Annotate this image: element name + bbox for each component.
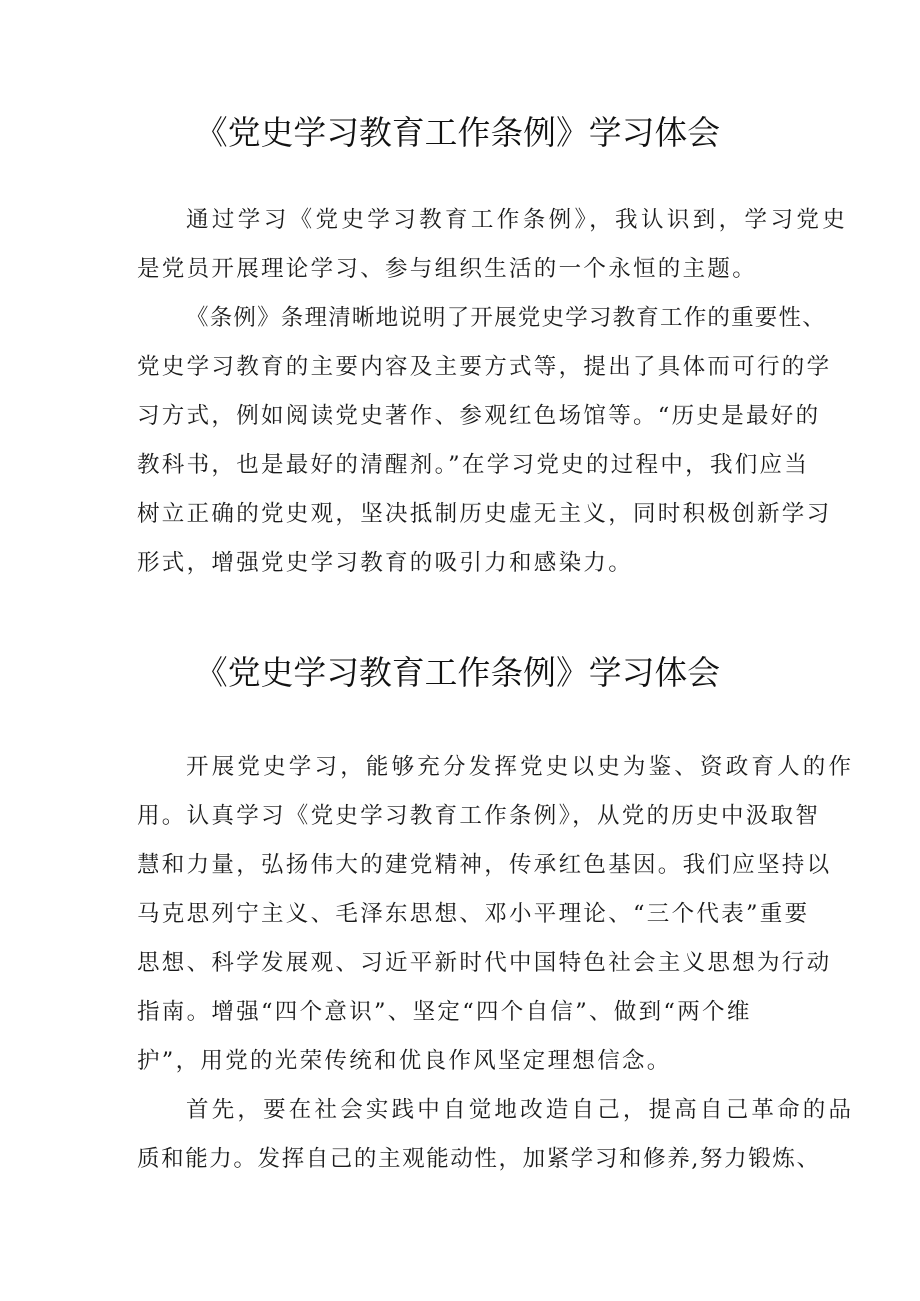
article-1-paragraph-1-line-1: 通过学习《党史学习教育工作条例》，我认识到，学习党史 [186,207,849,233]
article-1-paragraph-2-line-4: 教科书，也是最好的清醒剂。”在学习党史的过程中，我们应当 [137,452,810,478]
article-2-paragraph-2-line-2: 质和能力。发挥自己的主观能动性，加紧学习和修养,努力锻炼、 [137,1146,821,1172]
article-2-paragraph-1-line-5: 思想、科学发展观、习近平新时代中国特色社会主义思想为行动 [137,950,832,976]
article-2-paragraph-1-line-4: 马克思列宁主义、毛泽东思想、邓小平理论、“三个代表”重要 [137,901,810,927]
article-1-paragraph-2-line-6: 形式，增强党史学习教育的吸引力和感染力。 [137,550,634,576]
article-2-title: 《党史学习教育工作条例》学习体会 [194,653,721,692]
article-2-paragraph-1-line-2: 用。认真学习《党史学习教育工作条例》，从党的历史中汲取智 [137,803,821,829]
article-1-title: 《党史学习教育工作条例》学习体会 [194,113,721,152]
article-2-paragraph-2-line-1: 首先，要在社会实践中自觉地改造自己，提高自己革命的品 [186,1097,855,1123]
article-1-paragraph-2-line-1: 《条例》条理清晰地说明了开展党史学习教育工作的重要性、 [186,305,826,331]
article-2-paragraph-1-line-3: 慧和力量，弘扬伟大的建党精神，传承红色基因。我们应坚持以 [137,852,832,878]
article-1-paragraph-2-line-5: 树立正确的党史观，坚决抵制历史虚无主义，同时积极创新学习 [137,501,832,527]
article-2-paragraph-1-line-7: 护”，用党的光荣传统和优良作风坚定理想信念。 [137,1048,672,1074]
article-2-paragraph-1-line-6: 指南。增强“四个意识”、坚定“四个自信”、做到“两个维 [137,999,752,1025]
article-1-paragraph-2-line-3: 习方式，例如阅读党史著作、参观红色场馆等。“历史是最好的 [137,403,821,429]
article-1-paragraph-1-line-2: 是党员开展理论学习、参与组织生活的一个永恒的主题。 [137,256,758,282]
article-1-paragraph-2-line-2: 党史学习教育的主要内容及主要方式等，提出了具体而可行的学 [137,354,832,380]
article-2-paragraph-1-line-1: 开展党史学习，能够充分发挥党史以史为鉴、资政育人的作 [186,754,855,780]
